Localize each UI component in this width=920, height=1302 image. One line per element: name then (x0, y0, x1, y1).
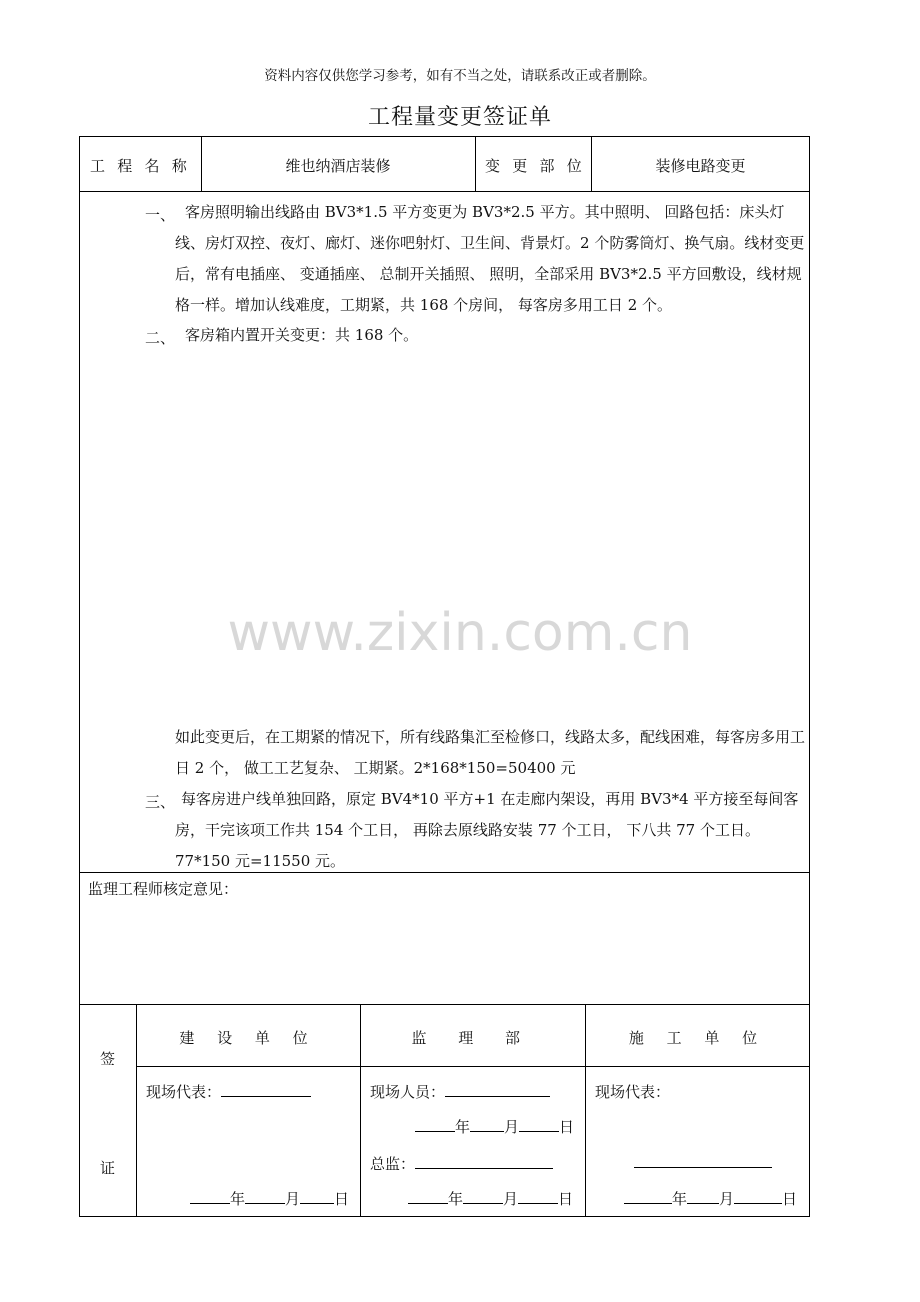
item-1-number: 一、 (145, 206, 176, 224)
col2-day2-line (518, 1189, 558, 1204)
col3-month-line (687, 1189, 719, 1204)
col2-year-1: 年 (455, 1118, 471, 1136)
supervisor-opinion-label: 监理工程师核定意见： (88, 880, 239, 898)
col3-site-rep-label: 现场代表： (595, 1083, 671, 1101)
col2-month2-line (463, 1189, 503, 1204)
col2-day-1: 日 (559, 1118, 575, 1136)
col3-month: 月 (719, 1190, 735, 1208)
watermark: www.zixin.com.cn (227, 603, 693, 663)
sign-label-top: 签 (100, 1050, 116, 1068)
col2-month1-line (470, 1117, 504, 1132)
col2-year-2: 年 (448, 1190, 464, 1208)
item-2-text: 客房箱内置开关变更：共 168 个。 (185, 326, 419, 344)
row-divider-sign-head (136, 1066, 810, 1067)
col1-month-line (245, 1189, 285, 1204)
col3-year: 年 (672, 1190, 688, 1208)
col1-month: 月 (285, 1190, 301, 1208)
row-divider-sign (79, 1004, 810, 1005)
col2-year1-line (415, 1117, 455, 1132)
project-name-label: 工 程 名 称 (90, 157, 191, 175)
col2-site-staff (370, 1081, 550, 1102)
col3-date (624, 1188, 797, 1209)
col3-day-line (734, 1189, 782, 1204)
col2-month-2: 月 (503, 1190, 519, 1208)
project-name-value: 维也纳酒店装修 (285, 157, 391, 175)
col2-year2-line (408, 1189, 448, 1204)
item-3-number: 三、 (145, 793, 176, 811)
col1-day-line (300, 1189, 334, 1204)
col1-day: 日 (334, 1190, 350, 1208)
item-2-number: 二、 (145, 329, 176, 347)
col2-date-2 (408, 1188, 573, 1209)
col3-year-line (624, 1189, 672, 1204)
change-location-value: 装修电路变更 (655, 157, 746, 175)
contractor-unit-header: 施 工 单 位 (628, 1029, 767, 1047)
col2-site-staff-line (445, 1082, 550, 1097)
header-note: 资料内容仅供您学习参考，如有不当之处，请联系改正或者删除。 (264, 68, 656, 84)
item-3-text: 每客房进户线单独回路，原定 BV4*10 平方+1 在走廊内架设，再用 BV3*4 平方接至每间客房，干完该项工作共 154 个工日， 再除去原线路安装 77 个工日， 下八共 77 个工日。77*150 元=11550 元。 (175, 790, 799, 870)
col3-signature-line (634, 1153, 772, 1168)
construction-unit-header: 建 设 单 位 (179, 1029, 317, 1047)
col2-chief (370, 1153, 553, 1174)
sign-label-bottom: 证 (100, 1159, 116, 1177)
col1-site-rep-line (221, 1082, 311, 1097)
col2-chief-label: 总监： (370, 1155, 416, 1173)
item-1-text: 客房照明输出线路由 BV3*1.5 平方变更为 BV3*2.5 平方。其中照明、 回路包括：床头灯线、房灯双控、夜灯、廊灯、迷你吧射灯、卫生间、背景灯。2 个防雾筒灯、换气扇。线材变更后，常有电插座、 变通插座、 总制开关插照、 照明，全部采用 BV3*2.5 平方回敷设，线材规格一样。增加认线难度，工期紧，共 168 个房间， 每客房多用工日 2 个。 (175, 203, 805, 314)
col2-month-1: 月 (504, 1118, 520, 1136)
col1-site-rep (146, 1081, 311, 1102)
col1-site-rep-label: 现场代表： (146, 1083, 222, 1101)
col2-day-2: 日 (558, 1190, 574, 1208)
col2-day1-line (519, 1117, 559, 1132)
col-divider-2 (475, 136, 476, 191)
document-title: 工程量变更签证单 (367, 105, 552, 130)
change-location-label: 变 更 部 位 (485, 157, 586, 175)
col2-date-1 (415, 1116, 574, 1137)
col2-chief-line (415, 1154, 553, 1169)
col3-day: 日 (782, 1190, 798, 1208)
col1-year: 年 (230, 1190, 246, 1208)
col3-signature (634, 1153, 772, 1172)
col1-date (190, 1188, 349, 1209)
change-summary: 如此变更后，在工期紧的情况下，所有线路集汇至检修口，线路太多，配线困难，每客房多用工日 2 个， 做工工艺复杂、 工期紧。2*168*150=50400 元 (175, 728, 806, 777)
supervision-dept-header: 监 理 部 (411, 1029, 534, 1047)
col2-site-staff-label: 现场人员： (370, 1083, 446, 1101)
col1-year-line (190, 1189, 230, 1204)
row-divider-info (79, 191, 810, 192)
